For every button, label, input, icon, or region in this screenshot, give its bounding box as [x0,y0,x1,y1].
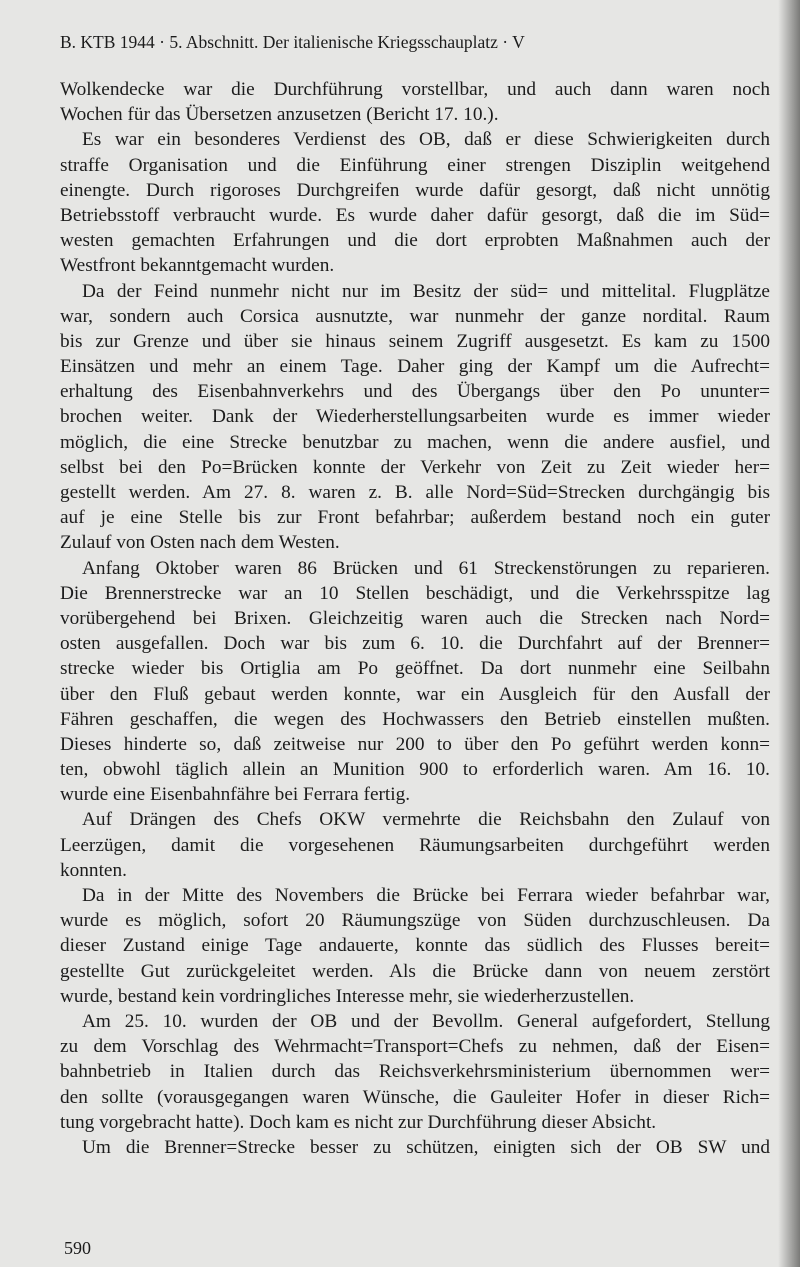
text-line: Einsätzen und mehr an einem Tage. Daher ging der Kampf um die Aufrecht= [60,356,770,378]
text-line: brochen weiter. Dank der Wiederherstellungsarbeiten wurde es immer wieder [60,406,770,428]
text-line: konnten. [60,859,127,881]
text-line: einengte. Durch rigoroses Durchgreifen wurde dafür gesorgt, daß nicht unnötig [60,179,770,201]
paragraph [60,279,770,556]
text-line: Wolkendecke war die Durchführung vorstellbar, und auch dann waren noch [60,79,770,100]
paragraph [60,883,770,1009]
paragraph [60,1009,770,1135]
text-line: westen gemachten Erfahrungen und die dort erprobten Maßnahmen auch der [60,230,770,252]
paragraph [60,556,770,808]
text-line: Fähren geschaffen, die wegen des Hochwassers den Betrieb einstellen mußten. [60,708,770,730]
text-line: Am 25. 10. wurden der OB und der Bevollm. General aufgefordert, Stellung [82,1010,770,1032]
text-line: zu dem Vorschlag des Wehrmacht=Transport=Chefs zu nehmen, daß der Eisen= [60,1036,770,1058]
text-line: möglich, die eine Strecke benutzbar zu machen, wenn die andere ausfiel, und [60,431,770,453]
page-edge-shadow [778,0,800,1267]
text-line: gestellte Gut zurückgeleitet werden. Als die Brücke dann von neuem zerstört [60,960,770,982]
text-line: wurde, bestand kein vordringliches Interesse mehr, sie wiederherzustellen. [60,985,635,1007]
text-line: Da der Feind nunmehr nicht nur im Besitz der süd= und mittelital. Flugplätze [82,280,770,302]
text-line: Westfront bekanntgemacht wurden. [60,255,335,277]
paragraph [60,1135,770,1160]
text-line: den sollte (vorausgegangen waren Wünsche, die Gauleiter Hofer in dieser Rich= [60,1086,770,1108]
text-line: Dieses hinderte so, daß zeitweise nur 200 to über den Po geführt werden konn= [60,733,770,755]
text-line: bahnbetrieb in Italien durch das Reichsverkehrsministerium übernommen wer= [60,1061,770,1083]
text-line: wurde es möglich, sofort 20 Räumungszüge von Süden durchzuschleusen. Da [60,910,770,932]
text-line: auf je eine Stelle bis zur Front befahrbar; außerdem bestand noch ein guter [60,507,770,529]
text-line: Zulauf von Osten nach dem Westen. [60,532,340,554]
text-line: Betriebsstoff verbraucht wurde. Es wurde daher dafür gesorgt, daß die im Süd= [60,204,770,226]
text-line: erhaltung des Eisenbahnverkehrs und des Übergangs über den Po ununter= [60,381,770,403]
text-line: Da in der Mitte des Novembers die Brücke bei Ferrara wieder befahrbar war, [82,885,770,906]
running-header: B. KTB 1944 · 5. Abschnitt. Der italienische Kriegsschauplatz · V [60,32,525,52]
text-line: Die Brennerstrecke war an 10 Stellen beschädigt, und die Verkehrsspitze lag [60,582,770,604]
text-line: war, sondern auch Corsica ausnutzte, war nunmehr der ganze nordital. Raum [60,305,770,327]
text-line: straffe Organisation und die Einführung einer strengen Disziplin weitgehend [60,154,770,176]
text-line: Um die Brenner=Strecke besser zu schützen, einigten sich der OB SW und [82,1136,770,1158]
text-line: osten ausgefallen. Doch war bis zum 6. 10. die Durchfahrt auf der Brenner= [60,633,770,655]
text-line: Anfang Oktober waren 86 Brücken und 61 Streckenstörungen zu reparieren. [82,557,770,579]
paragraph [60,127,770,278]
text-line: Leerzügen, damit die vorgesehenen Räumungsarbeiten durchgeführt werden [60,834,770,856]
text-line: Es war ein besonderes Verdienst des OB, daß er diese Schwierigkeiten durch [82,129,770,151]
text-line: über den Fluß gebaut werden konnte, war ein Ausgleich für den Ausfall der [60,683,770,705]
paragraph [60,807,770,883]
text-line: wurde eine Eisenbahnfähre bei Ferrara fertig. [60,784,411,806]
text-line: Auf Drängen des Chefs OKW vermehrte die Reichsbahn den Zulauf von [82,809,770,831]
text-line: gestellt werden. Am 27. 8. waren z. B. alle Nord=Süd=Strecken durchgängig bis [60,482,770,503]
body-text [60,77,770,1160]
page-number: 590 [64,1238,91,1258]
text-line: tung vorgebracht hatte). Doch kam es nicht zur Durchführung dieser Absicht. [60,1111,657,1133]
text-line: vorübergehend bei Brixen. Gleichzeitig waren auch die Strecken nach Nord= [60,607,770,629]
text-line: strecke wieder bis Ortiglia am Po geöffnet. Da dort nunmehr eine Seilbahn [60,658,770,680]
text-line: ten, obwohl täglich allein an Munition 900 to erforderlich waren. Am 16. 10. [60,759,770,781]
text-line: bis zur Grenze und über sie hinaus seinem Zugriff ausgesetzt. Es kam zu 1500 [60,330,770,352]
text-line: Wochen für das Übersetzen anzusetzen (Bericht 17. 10.). [60,104,499,126]
paragraph [60,77,770,127]
text-line: selbst bei den Po=Brücken konnte der Verkehr von Zeit zu Zeit wieder her= [60,456,770,478]
text-line: dieser Zustand einige Tage andauerte, konnte das südlich des Flusses bereit= [60,935,770,957]
